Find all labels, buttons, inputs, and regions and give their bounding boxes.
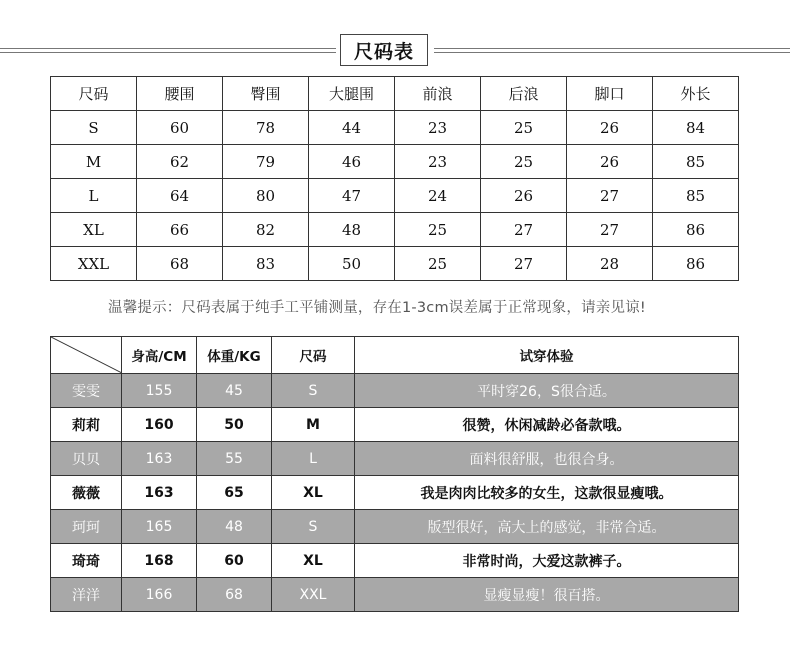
table-cell: 86: [653, 247, 739, 281]
table-cell: 25: [395, 247, 481, 281]
fit-table: [50, 336, 739, 612]
table-cell: 显瘦显瘦！很百搭。: [355, 578, 739, 612]
table-cell: 25: [395, 213, 481, 247]
decorative-rule: [434, 48, 790, 49]
table-cell: 26: [567, 111, 653, 145]
table-cell: 85: [653, 145, 739, 179]
table-cell: 莉莉: [51, 408, 122, 442]
table-row: [51, 476, 739, 510]
table-cell: 50: [197, 408, 272, 442]
table-cell: S: [51, 111, 137, 145]
table-cell: 78: [223, 111, 309, 145]
table-cell: 160: [122, 408, 197, 442]
header-cell: 腰围: [137, 77, 223, 111]
diagonal-header-cell: [51, 337, 122, 374]
table-cell: 165: [122, 510, 197, 544]
table-cell: 非常时尚，大爱这款裤子。: [355, 544, 739, 578]
table-cell: XL: [272, 476, 355, 510]
table-cell: 28: [567, 247, 653, 281]
measurement-note: 温馨提示：尺码表属于纯手工平铺测量，存在1-3cm误差属于正常现象，请亲见谅!: [108, 300, 646, 316]
table-cell: 47: [309, 179, 395, 213]
table-row: [51, 578, 739, 612]
table-cell: 84: [653, 111, 739, 145]
size-table: [50, 76, 739, 281]
table-cell: 琦琦: [51, 544, 122, 578]
table-row: [51, 544, 739, 578]
diagonal-line-icon: [51, 337, 122, 373]
table-cell: S: [272, 510, 355, 544]
header-cell: 尺码: [51, 77, 137, 111]
table-cell: 83: [223, 247, 309, 281]
table-row: [51, 179, 739, 213]
table-cell: 23: [395, 111, 481, 145]
header-cell: 试穿体验: [355, 337, 739, 374]
table-cell: 44: [309, 111, 395, 145]
table-cell: 26: [567, 145, 653, 179]
title-row: [0, 34, 790, 68]
table-row: [51, 111, 739, 145]
table-cell: 贝贝: [51, 442, 122, 476]
table-cell: 163: [122, 442, 197, 476]
table-cell: 85: [653, 179, 739, 213]
header-cell: 大腿围: [309, 77, 395, 111]
table-cell: 55: [197, 442, 272, 476]
table-cell: 26: [481, 179, 567, 213]
table-cell: 23: [395, 145, 481, 179]
table-cell: 48: [309, 213, 395, 247]
header-cell: 尺码: [272, 337, 355, 374]
table-cell: 80: [223, 179, 309, 213]
table-cell: 27: [481, 213, 567, 247]
table-cell: M: [51, 145, 137, 179]
header-cell: 外长: [653, 77, 739, 111]
table-cell: 46: [309, 145, 395, 179]
decorative-rule: [0, 48, 336, 49]
table-cell: 166: [122, 578, 197, 612]
table-cell: XL: [51, 213, 137, 247]
table-cell: 平时穿26，S很合适。: [355, 374, 739, 408]
table-cell: 79: [223, 145, 309, 179]
decorative-rule: [0, 52, 336, 53]
table-cell: 27: [567, 179, 653, 213]
page-title: 尺码表: [340, 34, 428, 66]
header-cell: 前浪: [395, 77, 481, 111]
table-cell: 50: [309, 247, 395, 281]
table-cell: 60: [197, 544, 272, 578]
table-cell: XXL: [272, 578, 355, 612]
size-table-header: [51, 77, 739, 111]
table-cell: 168: [122, 544, 197, 578]
table-cell: 27: [567, 213, 653, 247]
table-cell: 24: [395, 179, 481, 213]
table-cell: 面料很舒服，也很合身。: [355, 442, 739, 476]
table-cell: 66: [137, 213, 223, 247]
table-cell: 68: [137, 247, 223, 281]
header-cell: 后浪: [481, 77, 567, 111]
table-row: [51, 408, 739, 442]
table-cell: 65: [197, 476, 272, 510]
table-cell: 48: [197, 510, 272, 544]
table-cell: 155: [122, 374, 197, 408]
header-cell: 臀围: [223, 77, 309, 111]
table-cell: 我是肉肉比较多的女生，这款很显瘦哦。: [355, 476, 739, 510]
table-cell: 27: [481, 247, 567, 281]
table-cell: S: [272, 374, 355, 408]
header-cell: 体重/KG: [197, 337, 272, 374]
table-cell: 珂珂: [51, 510, 122, 544]
table-cell: M: [272, 408, 355, 442]
table-row: [51, 145, 739, 179]
table-cell: 45: [197, 374, 272, 408]
table-cell: 版型很好，高大上的感觉，非常合适。: [355, 510, 739, 544]
table-cell: 25: [481, 145, 567, 179]
table-cell: XL: [272, 544, 355, 578]
decorative-rule: [434, 52, 790, 53]
fit-table-header: [51, 337, 739, 374]
table-cell: 68: [197, 578, 272, 612]
table-cell: 62: [137, 145, 223, 179]
header-cell: 身高/CM: [122, 337, 197, 374]
table-cell: 60: [137, 111, 223, 145]
table-cell: 163: [122, 476, 197, 510]
table-cell: L: [272, 442, 355, 476]
table-cell: 25: [481, 111, 567, 145]
table-cell: 86: [653, 213, 739, 247]
table-row: [51, 247, 739, 281]
table-row: [51, 213, 739, 247]
table-cell: XXL: [51, 247, 137, 281]
table-cell: 64: [137, 179, 223, 213]
table-row: [51, 510, 739, 544]
table-cell: 82: [223, 213, 309, 247]
table-cell: 很赞，休闲减龄必备款哦。: [355, 408, 739, 442]
table-cell: 洋洋: [51, 578, 122, 612]
table-cell: 薇薇: [51, 476, 122, 510]
table-cell: 雯雯: [51, 374, 122, 408]
table-row: [51, 374, 739, 408]
table-cell: L: [51, 179, 137, 213]
header-cell: 脚口: [567, 77, 653, 111]
table-row: [51, 442, 739, 476]
